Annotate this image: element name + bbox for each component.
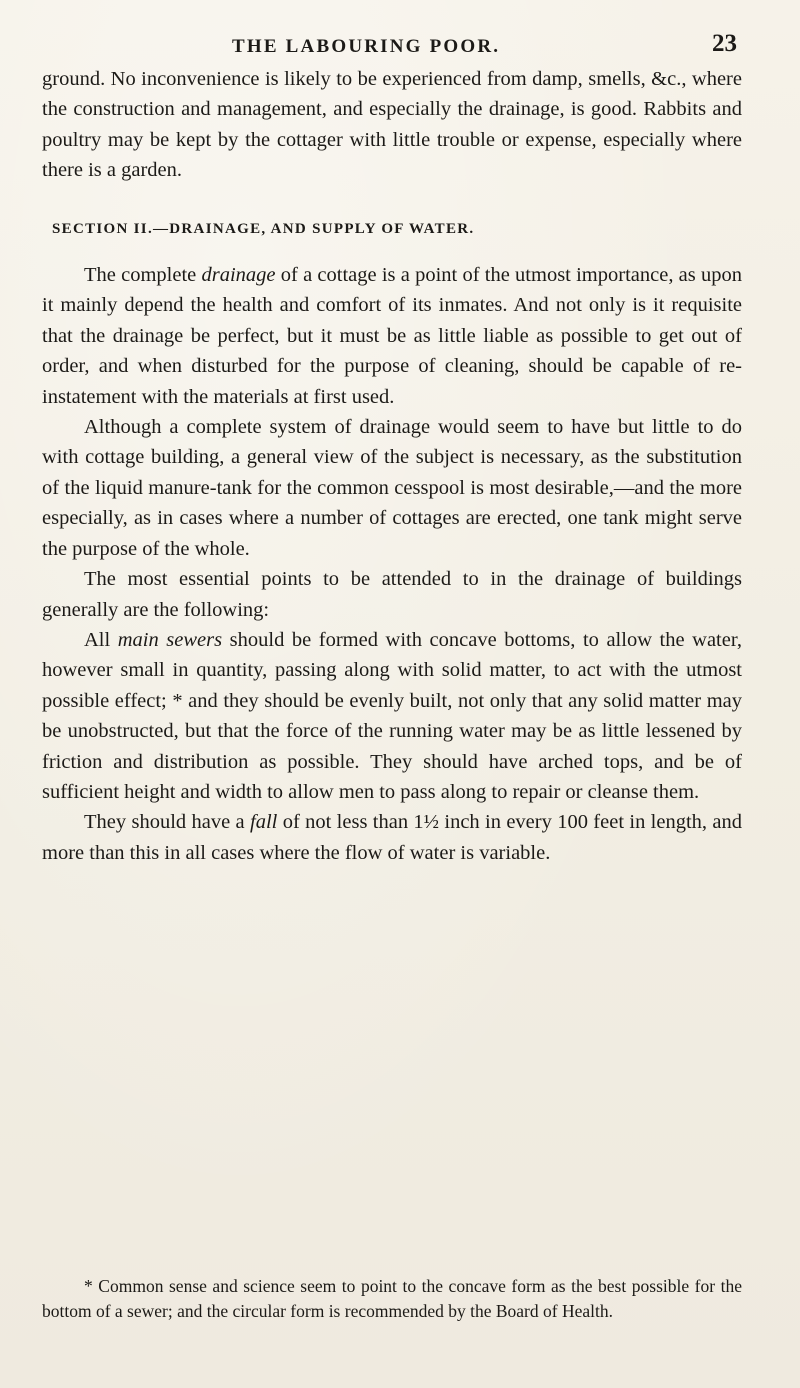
emphasis-main-sewers: main sewers: [117, 628, 223, 651]
footnote-text: * Common sense and science seem to point to the concave form as the best possible for the bottom of a sewer; and the circular form is recommended by the Board of Health.: [42, 1276, 742, 1321]
body-text: [42, 64, 742, 868]
paragraph-system: Although a complete system of drainage would seem to have but little to do with cottage building, a general view of the subject is necessary, as the substitution of the liquid manure-tank for the common cesspool is most desirable,—and the more especially, as in cases where a number of cottages are erected, one tank might serve the purpose of the whole.: [42, 416, 742, 560]
paragraph-continued: ground. No inconvenience is likely to be experienced from damp, smells, &c., where the construction and management, and especially the drainage, is good. Rabbits and poultry may be kept by the cottager with little trouble or expense, especially where there is a garden.: [42, 68, 742, 182]
text-run: The complete: [84, 264, 202, 287]
page-number: 23: [712, 30, 737, 57]
paragraph-fall: [42, 807, 742, 868]
footnote: [42, 1274, 742, 1324]
running-head: [0, 22, 800, 62]
section-heading: SECTION II.—DRAINAGE, AND SUPPLY OF WATER.: [52, 220, 475, 237]
paragraph-main-sewers: [42, 625, 742, 807]
paragraph-essential-points: The most essential points to be attended to in the drainage of buildings generally are the following:: [42, 568, 742, 621]
text-run: They should have a: [84, 811, 250, 834]
emphasis-fall: fall: [250, 811, 278, 834]
text-run: of not less than 1½ inch in every 100 feet in length, and more than this in all cases where the flow of water is variable.: [42, 811, 742, 864]
text-run: All: [84, 628, 118, 651]
emphasis-drainage: drainage: [201, 264, 276, 287]
text-run: of a cottage is a point of the utmost importance, as upon it mainly depend the health and comfort of its inmates. And not only is it requisite that the drainage be perfect, but it must be as little liable as possible to get out of order, and when disturbed for the purpose of cleaning, should be capable of re-instatement with the materials at first used.: [42, 264, 742, 408]
running-title: THE LABOURING POOR.: [232, 36, 501, 57]
text-run: should be formed with concave bottoms, to allow the water, however small in quantity, passing along with solid matter, to act with the utmost possible effect; * and they should be evenly built, not only that any solid matter may be unobstructed, but that the force of the running water may be as little lessened by friction and distribution as possible. They should have arched tops, and be of sufficient height and width to allow men to pass along to repair or cleanse them.: [42, 628, 742, 803]
paragraph-drainage-intro: [42, 260, 742, 412]
